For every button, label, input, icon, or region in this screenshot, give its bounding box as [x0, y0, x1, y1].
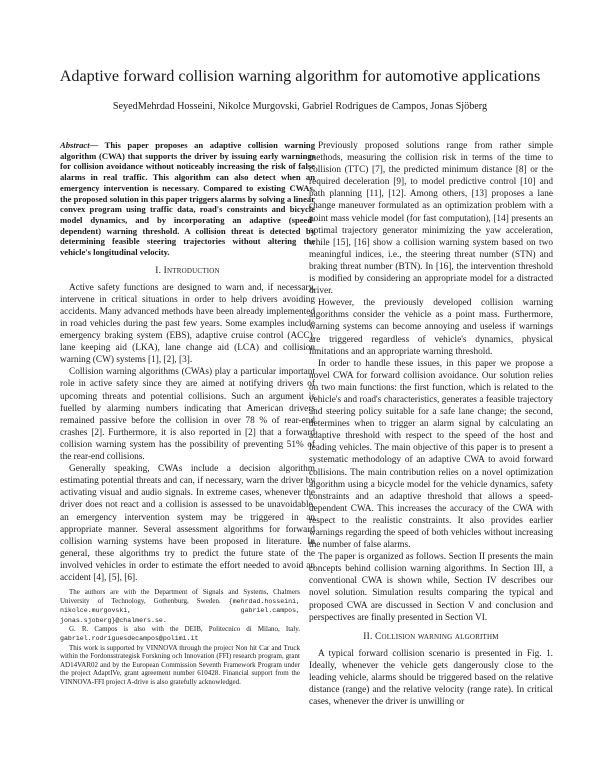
- intro-paragraph-2: Collision warning algorithms (CWAs) play a particular important role in active safety since they are aimed at notifying drivers of upcoming threats and potential collisions. Such an argument is fuelled by alarming numbers indicating that American drivers remained passive before the collision in over 78 % of rear-end crashes [2]. Furthermore, it is also reported in [2] that a forward collision warning system has the possibility of preventing 51% of the rear-end collisions.: [60, 367, 315, 463]
- section-heading-introduction: I. Introduction: [155, 265, 220, 276]
- paper-title: Adaptive forward collision warning algorithm for automotive applications: [59, 67, 541, 85]
- section2-paragraph-1: A typical forward collision scenario is presented in Fig. 1. Ideally, whenever the vehicle gets dangerously close to the leading vehicle, alarms should be triggered based on the relative distance (range) and the relative velocity (range rate). In critical cases, whenever the driver is unwilling or: [309, 648, 553, 708]
- abstract-lead: Abstract: [60, 140, 90, 150]
- footnote-campos: [60, 625, 300, 643]
- intro-paragraph-6: In order to handle these issues, in this paper we propose a novel CWA for forward collision avoidance. Our solution relies on two main functions: the first function, which is related to the vehicle's and road's characteristics, generates a feasible trajectory and steering policy suitable for a safe lane change; the second, determines when to trigger an alarm signal by calculating an adaptive threshold with respect to the speed of the host and leading vehicles. The main objective of this paper is to present a systematic methodology of an adaptive CWA to avoid forward collisions. The main contribution relies on a novel optimization algorithm using a bicycle model for the vehicle dynamics, safety constraints and an adaptive threshold that allows a speed-dependent CWA. This increases the accuracy of the CWA with respect to the realistic constraints. It also provides earlier warnings regarding the speed of both vehicles without increasing the number of false alarms.: [309, 358, 553, 551]
- footnote-funding: This work is supported by VINNOVA through the project Non hit Car and Truck within the Fordonsstrategisk Forskning och Innovation (FFI) research program, grant AD14VAR02 and by the European Commission Seventh Framework Program under the project AdaptIVe, grant agreement number 610428. Financial support from the VINNOVA-FFI project A-drive is also gratefully acknowledged.: [60, 643, 300, 686]
- left-column: [60, 140, 315, 584]
- footnote-affiliation: [60, 588, 300, 625]
- footnote-affiliation-emails: {mehrdad.hosseini, nikolce.murgovski, gabriel.campos, jonas.sjoberg}@chalmers.se.: [60, 597, 300, 624]
- footnote-campos-email: gabriel.rodriguesdecampos@polimi.it: [60, 634, 199, 642]
- footnote-campos-text: G. R. Campos is also with the DEIB, Politecnico di Milano, Italy.: [69, 625, 300, 634]
- intro-paragraph-7: The paper is organized as follows. Section II presents the main concepts behind collision warning algorithms. In Section III, a conventional CWA is shown while, Section IV describes our novel solution. Simulation results comparing the typical and proposed CWA are discussed in Section V and conclusion and perspectives are finally presented in Section VI.: [309, 552, 553, 623]
- intro-paragraph-5: However, the previously developed collision warning algorithms consider the vehicle as a point mass. Furthermore, warning systems can become annoying and useless if warnings are triggered regardless of vehicle's dynamics, physical limitations and an appropriate warning threshold.: [309, 298, 553, 357]
- section-heading-collision-warning: II. Collision warning algorithm: [363, 631, 499, 642]
- intro-paragraph-4: Previously proposed solutions range from rather simple methods, measuring the collision risk in terms of the time to collision (TTC) [7], the predicted minimum distance [8] or the required deceleration [9], to model predictive control [10] and path planning [11], [12]. Among others, [13] proposes a lane change maneuver formulated as an optimization problem with a point mass vehicle model (for fast computation), [14] presents an optimal trajectory generator minimizing the yaw acceleration, while [15], [16] show a collision warning system based on two meaningful indices, i.e., the steering threat number (STN) and braking threat number (BTN). In [16], the intervention threshold is modified by considering an appropriate model for a distracted driver.: [309, 141, 553, 297]
- right-column: [309, 140, 553, 708]
- intro-paragraph-1: Active safety functions are designed to warn and, if necessary, intervene in critical situations in order to help drivers avoiding accidents. Many advanced methods have been already implemented in road vehicles during the past few years. Some examples include emergency braking system (EBS), adaptive cruise control (ACC), lane keeping aid (LKA), lane change aid (LCA) and collision warning (CW) systems [1], [2], [3].: [60, 282, 315, 366]
- footnote-affiliation-text: The authors are with the Department of Signals and Systems, Chalmers University of Technology, Gothenburg, Sweden.: [60, 588, 300, 605]
- footnotes: [60, 588, 300, 687]
- intro-paragraph-3: Generally speaking, CWAs include a decision algorithm estimating potential threats and can, if necessary, warn the driver by activating visual and audio signals. In extreme cases, whenever the driver does not react and a collision is assessed to be unavoidable, an emergency intervention system may be triggered in an appropriate manner. Several assessment algorithms for forward collision warning systems have been proposed in literature. In general, these algorithms try to predict the future state of the involved vehicles in order to estimate the effort needed to avoid an accident [4], [5], [6].: [60, 464, 315, 583]
- paper-authors: SeyedMehrdad Hosseini, Nikolce Murgovski, Gabriel Rodrigues de Campos, Jonas Sjöberg: [112, 101, 488, 112]
- abstract: [60, 140, 315, 258]
- abstract-body: — This paper proposes an adaptive collision warning algorithm (CWA) that supports the driver by issuing early warnings for collision avoidance without noticeably increasing the risk of false alarms in real traffic. This algorithm can also detect when an emergency intervention is necessary. Compared to existing CWAs, the proposed solution in this paper triggers alarms by solving a linear convex program using traffic data, road's constraints and bicycle model dynamics, and by incorporating an adaptive (speed-dependent) warning threshold. A collision threat is detected by determining feasible steering trajectories without altering the vehicle's longitudinal velocity.: [60, 140, 315, 258]
